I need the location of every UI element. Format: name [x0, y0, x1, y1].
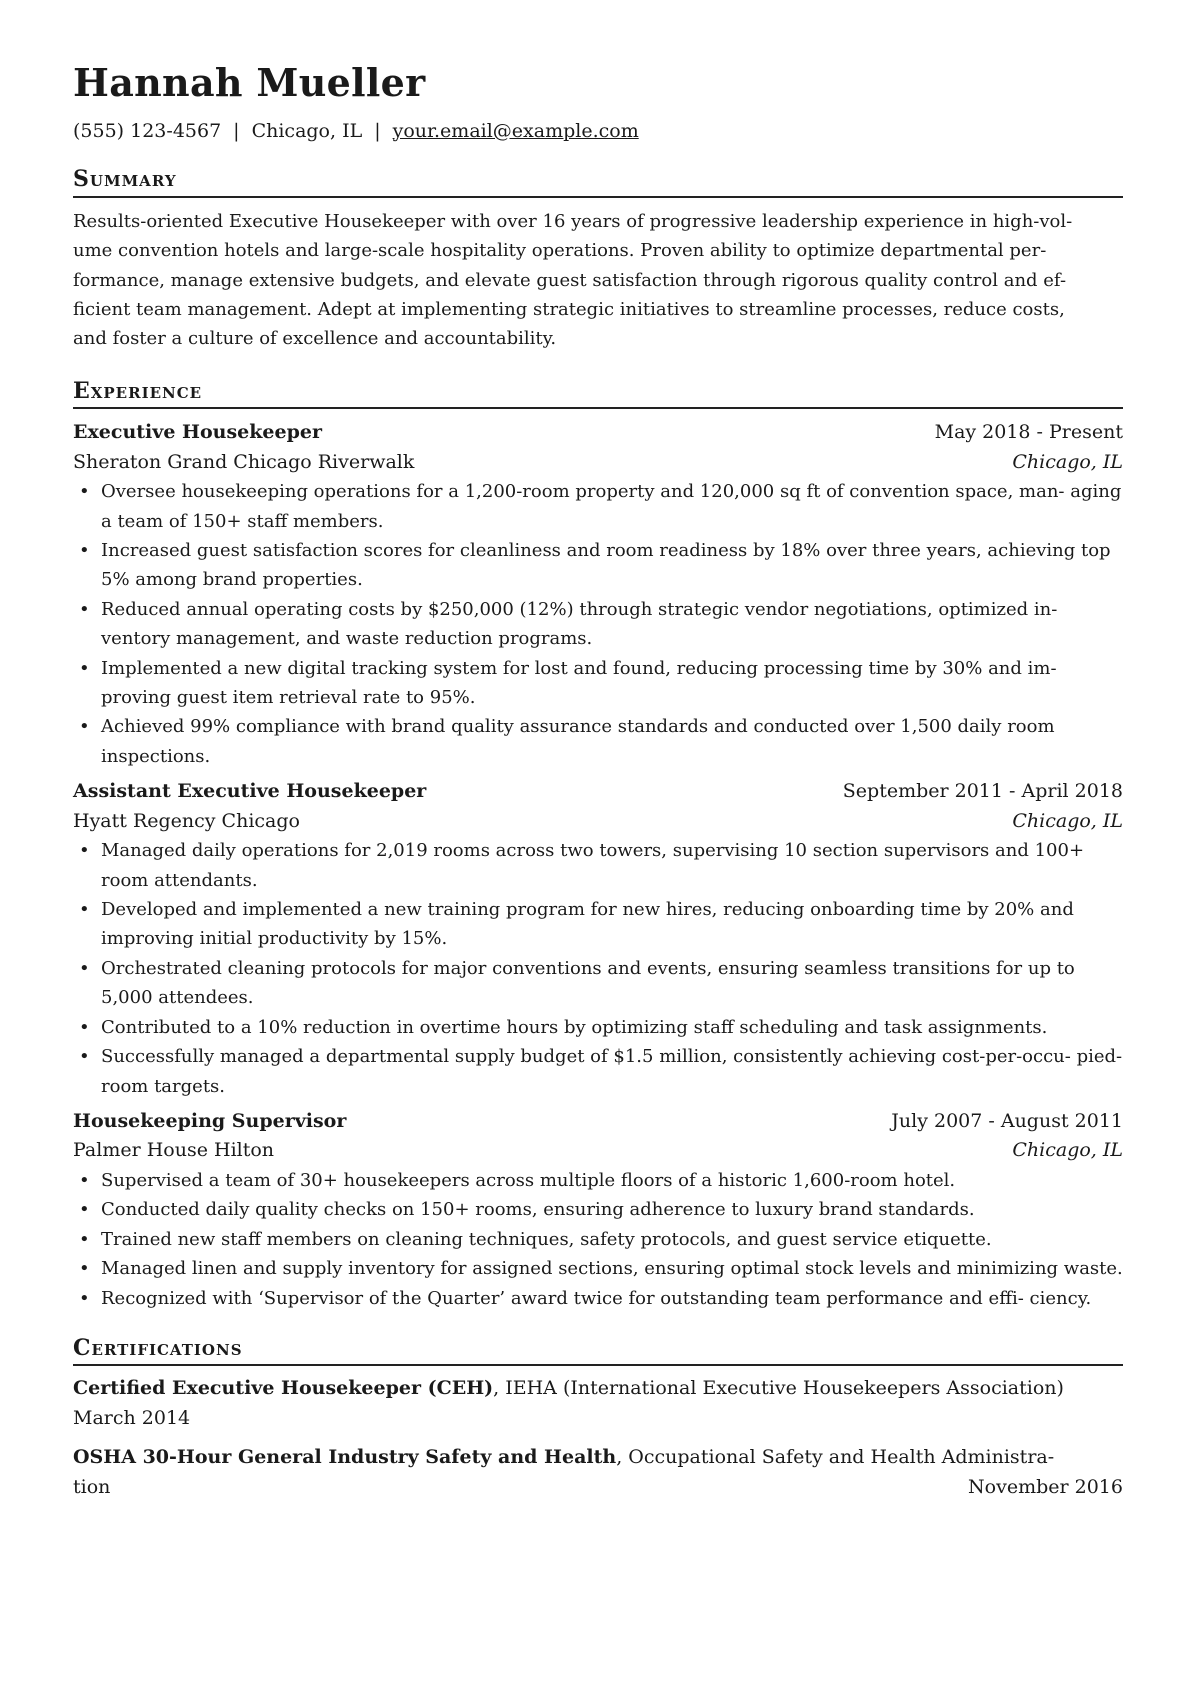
job-company: Palmer House Hilton — [73, 1139, 275, 1162]
job-bullet: • Contributed to a 10% reduction in overtime hours by optimizing staff scheduling and task assignments. — [73, 1013, 1123, 1042]
certification-issuer: IEHA (International Executive Housekeepers Association) — [505, 1377, 1064, 1400]
job-header-row — [73, 777, 1123, 807]
certification-issuer-cont: tion — [73, 1475, 111, 1498]
certification-issuer: Occupational Safety and Health Administra- — [628, 1446, 1055, 1469]
job-dates: July 2007 - August 2011 — [891, 1109, 1123, 1132]
candidate-name: Hannah Mueller — [73, 60, 426, 105]
job-location: Chicago, IL — [1012, 1139, 1123, 1162]
job-bullet: • Supervised a team of 30+ housekeepers across multiple floors of a historic 1,600-room hotel. — [73, 1166, 1123, 1195]
certification-date: March 2014 — [73, 1406, 191, 1429]
job-bullet: • Increased guest satisfaction scores for cleanliness and room readiness by 18% over three years, achieving top 5% among brand properties. — [73, 536, 1123, 595]
job-bullet: • Achieved 99% compliance with brand quality assurance standards and conducted over 1,500 daily room inspections. — [73, 712, 1123, 771]
job-bullets — [73, 477, 1123, 771]
job-company-row — [73, 1136, 1123, 1166]
job-company-row — [73, 448, 1123, 478]
certification-name: Certified Executive Housekeeper (CEH) — [73, 1377, 494, 1400]
job-location: Chicago, IL — [1012, 809, 1123, 832]
summary-line: and foster a culture of excellence and accountability. — [73, 328, 557, 350]
job-header-row — [73, 1107, 1123, 1137]
job-bullet: • Successfully managed a departmental supply budget of $1.5 million, consistently achieving cost-per-occu- pied-room targets. — [73, 1042, 1123, 1101]
phone-number: (555) 123-4567 — [73, 119, 222, 142]
summary-line: Results-oriented Executive Housekeeper with over 16 years of progressive leadership experience in high-vol- — [73, 210, 1073, 232]
job-bullet: • Managed daily operations for 2,019 rooms across two towers, supervising 10 section supervisors and 100+ room attendants. — [73, 836, 1123, 895]
job-bullet: • Orchestrated cleaning protocols for major conventions and events, ensuring seamless transitions for up to 5,000 attendees. — [73, 954, 1123, 1013]
job-bullet: • Managed linen and supply inventory for assigned sections, ensuring optimal stock levels and minimizing waste. — [73, 1254, 1123, 1283]
job-location: Chicago, IL — [1012, 450, 1123, 473]
certification-line: Certified Executive Housekeeper (CEH), IEHA (International Executive Housekeepers Association) — [73, 1377, 1064, 1400]
job-bullet: • Trained new staff members on cleaning techniques, safety protocols, and guest service etiquette. — [73, 1225, 1123, 1254]
contact-separator: | — [374, 119, 381, 142]
email-link[interactable]: your.email@example.com — [392, 119, 639, 142]
job-bullet: • Implemented a new digital tracking system for lost and found, reducing processing time by 30% and im- proving guest item retrieval rate to 95%. — [73, 654, 1123, 713]
job-bullets — [73, 836, 1123, 1101]
certifications-heading: Certifications — [73, 1335, 1123, 1366]
job-header-row — [73, 418, 1123, 448]
experience-heading: Experience — [73, 378, 1123, 409]
contact-line — [73, 120, 1123, 143]
job-entry — [73, 777, 1123, 1101]
job-bullet: • Recognized with ‘Supervisor of the Quarter’ award twice for outstanding team performance and effi- ciency. — [73, 1284, 1123, 1313]
job-bullet: • Reduced annual operating costs by $250,000 (12%) through strategic vendor negotiations, optimized in- ventory management, and waste reduction programs. — [73, 595, 1123, 654]
job-company: Sheraton Grand Chicago Riverwalk — [73, 450, 415, 473]
certification-line: OSHA 30-Hour General Industry Safety and Health, Occupational Safety and Health Administra- — [73, 1446, 1055, 1469]
certification-name: OSHA 30-Hour General Industry Safety and Health — [73, 1446, 617, 1469]
job-bullet: • Oversee housekeeping operations for a 1,200-room property and 120,000 sq ft of convention space, man- aging a team of 150+ staff members. — [73, 477, 1123, 536]
job-entry — [73, 418, 1123, 771]
certification-entry — [73, 1443, 1123, 1502]
summary-line: ume convention hotels and large-scale hospitality operations. Proven ability to optimize departmental per- — [73, 240, 1047, 262]
summary-line: formance, manage extensive budgets, and elevate guest satisfaction through rigorous quality control and ef- — [73, 269, 1067, 291]
job-company-row — [73, 807, 1123, 837]
certification-date: November 2016 — [968, 1475, 1123, 1498]
contact-separator: | — [233, 119, 240, 142]
summary-text — [73, 207, 1123, 354]
certification-entry — [73, 1374, 1123, 1433]
job-title: Assistant Executive Housekeeper — [73, 780, 427, 803]
job-bullets — [73, 1166, 1123, 1313]
job-title: Executive Housekeeper — [73, 421, 322, 444]
job-bullet: • Developed and implemented a new training program for new hires, reducing onboarding time by 20% and improving initial productivity by 15%. — [73, 895, 1123, 954]
summary-heading: Summary — [73, 166, 1123, 197]
job-dates: September 2011 - April 2018 — [842, 780, 1123, 803]
contact-location: Chicago, IL — [251, 119, 363, 142]
job-dates: May 2018 - Present — [934, 421, 1123, 444]
job-bullet: • Conducted daily quality checks on 150+ rooms, ensuring adherence to luxury brand standards. — [73, 1195, 1123, 1224]
job-title: Housekeeping Supervisor — [73, 1109, 347, 1132]
job-company: Hyatt Regency Chicago — [73, 809, 300, 832]
job-entry — [73, 1107, 1123, 1313]
certification-date-row — [73, 1473, 1123, 1503]
summary-line: ficient team management. Adept at implementing strategic initiatives to streamline processes, reduce costs, — [73, 299, 1065, 320]
resume-content — [73, 60, 1123, 1502]
